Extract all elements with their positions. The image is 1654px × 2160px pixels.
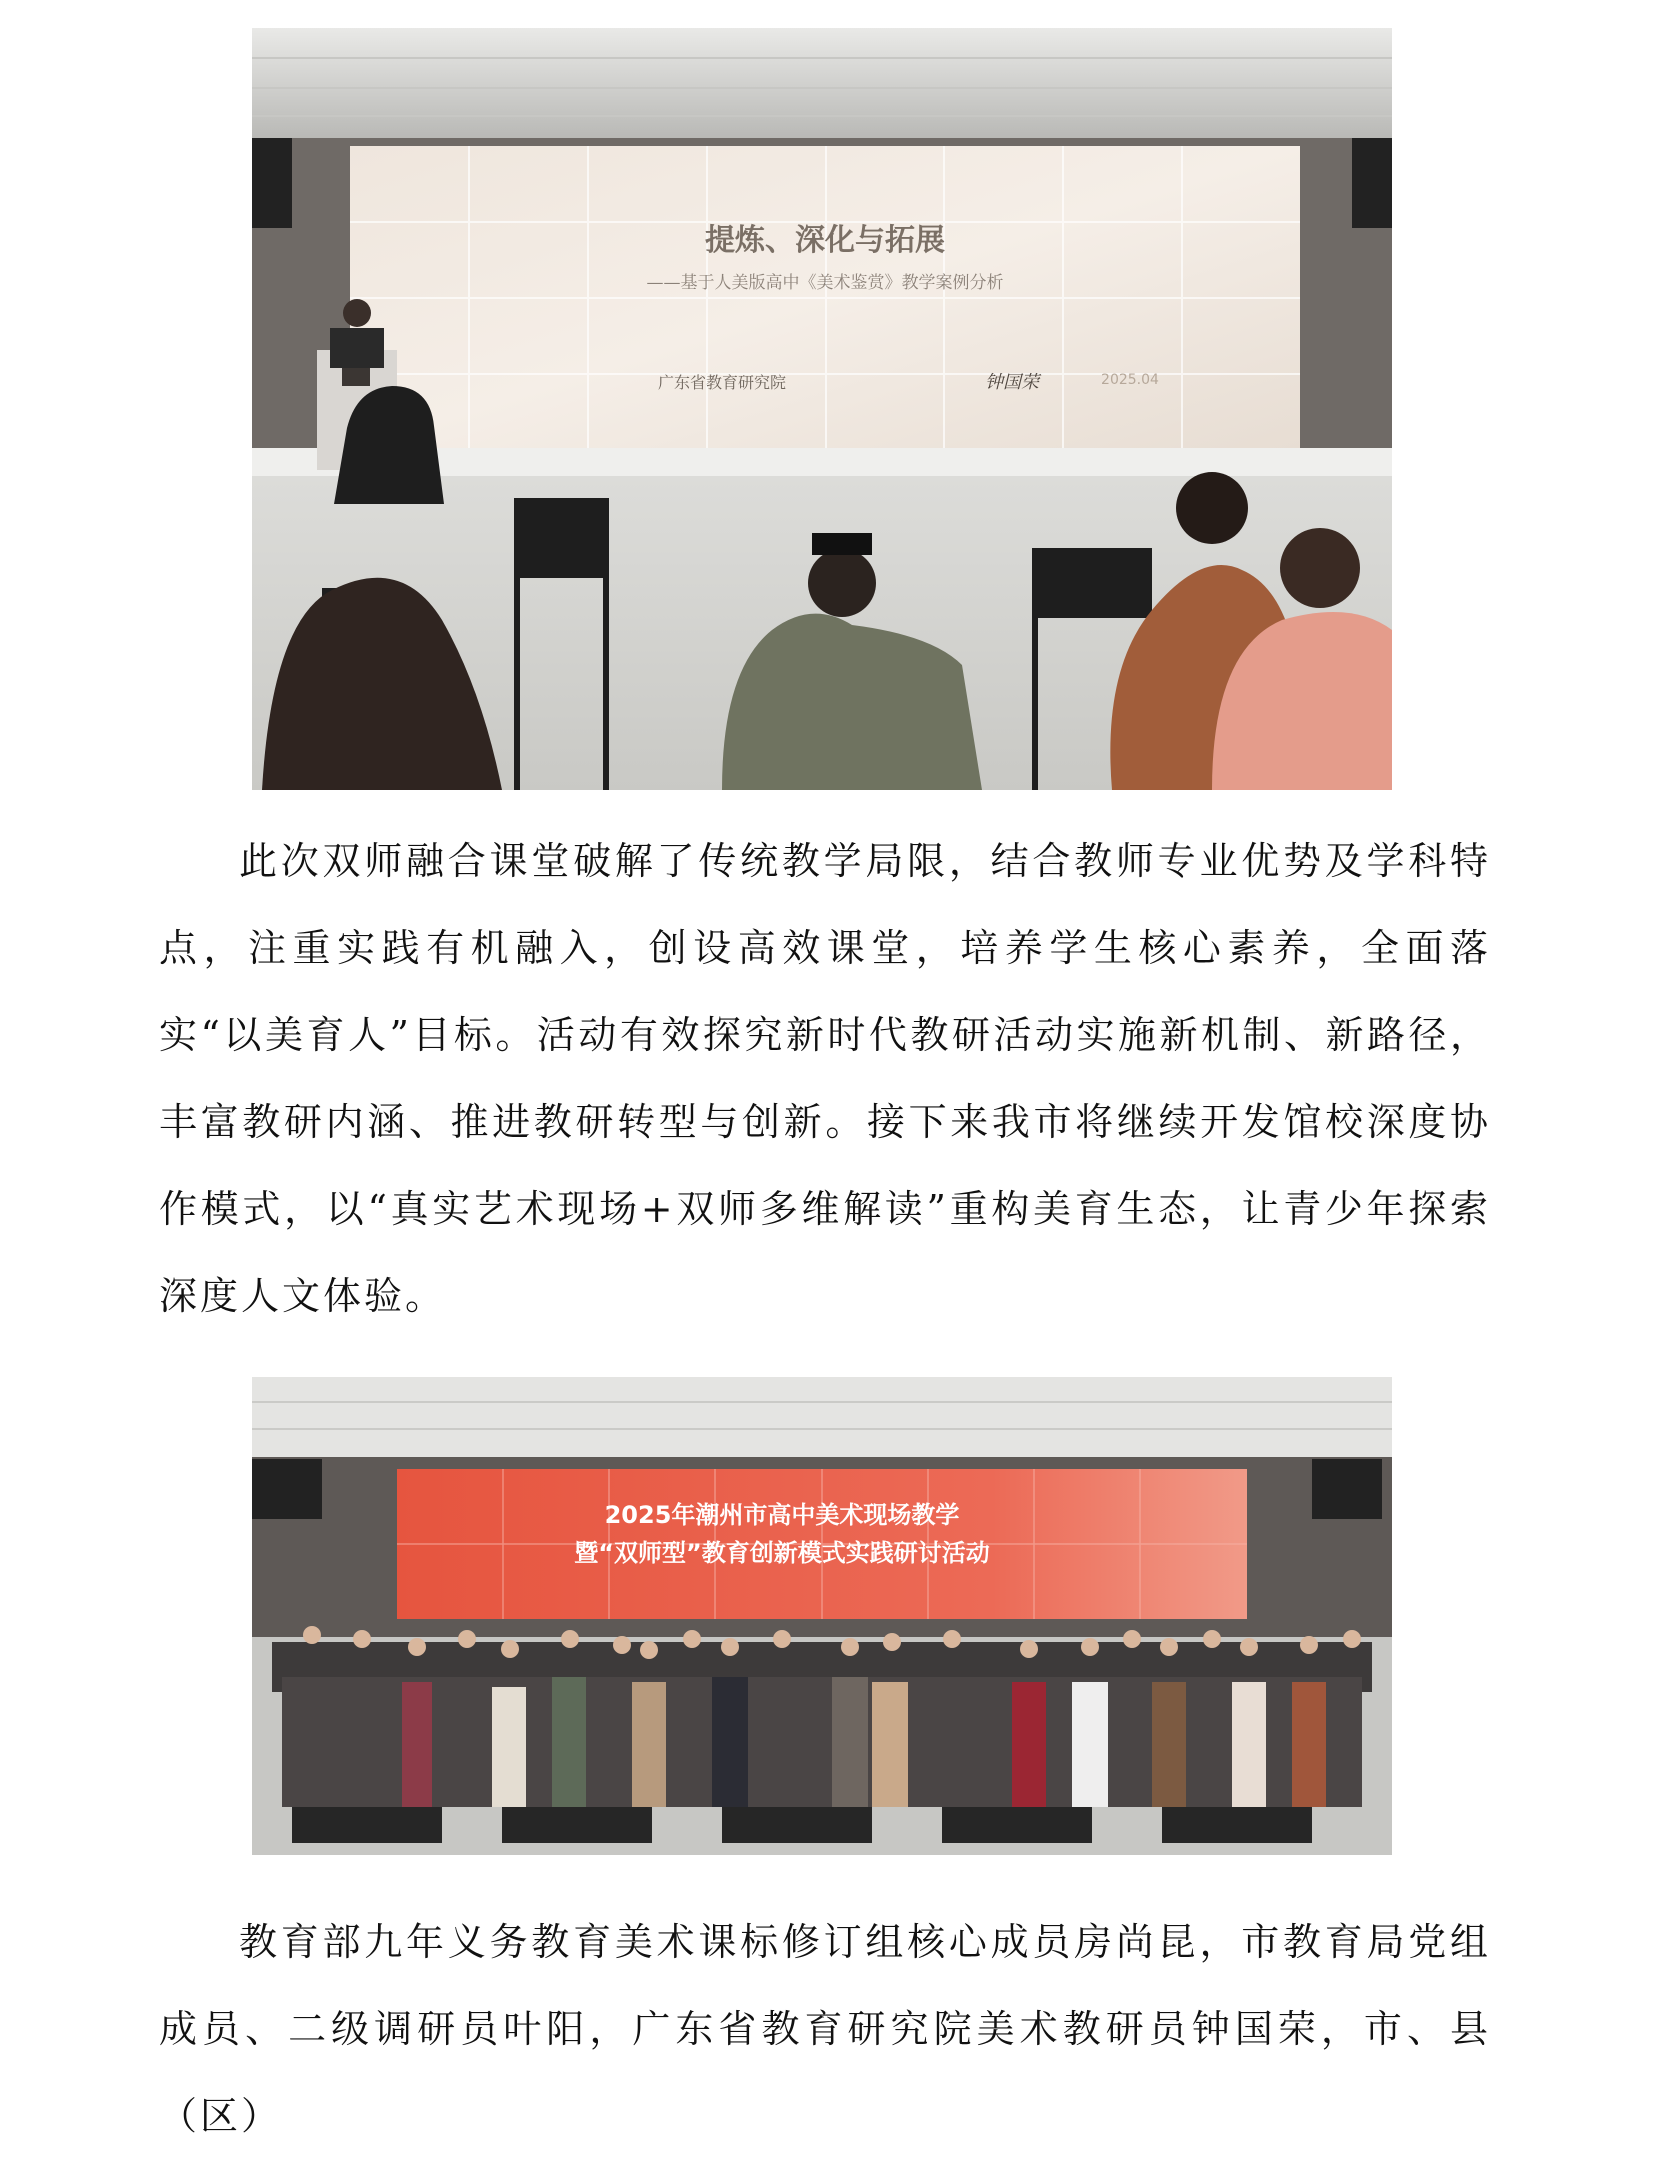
slide-title: 提炼、深化与拓展 (705, 223, 945, 258)
slide-org: 广东省教育研究院 (657, 373, 787, 392)
lecture-photo-scene (252, 28, 1392, 790)
body-paragraph-1: 此次双师融合课堂破解了传统教学局限，结合教师专业优势及学科特点，注重实践有机融入，创设高效课堂，培养学生核心素养，全面落实“以美育人”目标。活动有效探究新时代教研活动实施新机制、新路径，丰富教研内涵、推进教研转型与创新。接下来我市将继续开发馆校深度协作模式，以“真实艺术现场+双师多维解读”重构美育生态，让青少年探索深度人文体验。 (159, 839, 1491, 1318)
banner-line-1: 2025年潮州市高中美术现场教学 (604, 1501, 960, 1529)
banner-line-2: 暨“双师型”教育创新模式实践研讨活动 (574, 1539, 990, 1567)
body-paragraph-2: 教育部九年义务教育美术课标修订组核心成员房尚昆，市教育局党组成员、二级调研员叶阳，广东省教育研究院美术教研员钟国荣，市、县（区） (159, 1920, 1491, 2138)
slide-signature: 钟国荣 (985, 372, 1039, 393)
slide-subtitle: ——基于人美版高中《美术鉴赏》教学案例分析 (646, 273, 1004, 293)
group-photo-scene (252, 1377, 1392, 1855)
group-photo (252, 1377, 1392, 1855)
lecture-photo (252, 28, 1392, 790)
slide-date: 2025.04 (1101, 372, 1159, 388)
